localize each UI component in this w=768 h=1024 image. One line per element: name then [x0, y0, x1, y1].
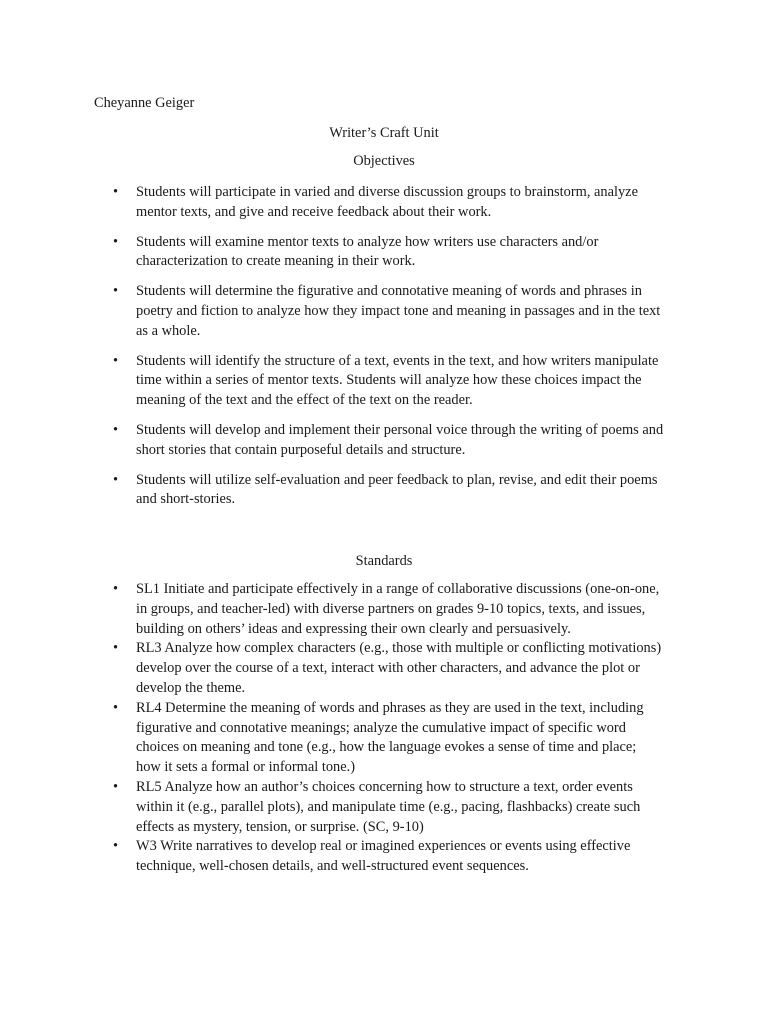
- objective-item: • Students will examine mentor texts to analyze how writers use characters and/or characterization to create meaning in their work.: [0, 233, 664, 273]
- objective-item: • Students will utilize self-evaluation and peer feedback to plan, revise, and edit their poems and short-stories.: [0, 471, 664, 511]
- standard-item: • RL4 Determine the meaning of words and phrases as they are used in the text, including figurative and connotative meanings; analyze the cumulative impact of specific word choices on meaning and tone (e.g., how the language evokes a sense of time and place; how it sets a formal or informal tone.): [0, 699, 664, 778]
- objective-item: • Students will participate in varied and diverse discussion groups to brainstorm, analyze mentor texts, and give and receive feedback about their work.: [0, 183, 664, 223]
- standard-item: • SL1 Initiate and participate effectively in a range of collaborative discussions (one-on-one, in groups, and teacher-led) with diverse partners on grades 9-10 topics, texts, and issues, building on others’ ideas and expressing their own clearly and persuasively.: [0, 580, 671, 639]
- objective-item: • Students will determine the figurative and connotative meaning of words and phrases in poetry and fiction to analyze how they impact tone and meaning in passages and in the text as a whole.: [0, 282, 664, 341]
- author-name: Cheyanne Geiger: [94, 95, 195, 111]
- standards-list: [0, 580, 768, 877]
- objective-item: • Students will develop and implement their personal voice through the writing of poems and short stories that contain purposeful details and structure.: [0, 421, 664, 461]
- standard-item: • W3 Write narratives to develop real or imagined experiences or events using effective technique, well-chosen details, and well-structured event sequences.: [0, 837, 664, 877]
- unit-title: Writer’s Craft Unit: [329, 125, 439, 141]
- standard-item: • RL5 Analyze how an author’s choices concerning how to structure a text, order events within it (e.g., parallel plots), and manipulate time (e.g., pacing, flashbacks) create such effects as mystery, tension, or surprise. (SC, 9-10): [0, 778, 664, 837]
- standards-heading: Standards: [355, 553, 413, 569]
- standard-item: • RL3 Analyze how complex characters (e.g., those with multiple or conflicting motivations) develop over the course of a text, interact with other characters, and advance the plot or develop the theme.: [0, 639, 671, 698]
- objective-item: • Students will identify the structure of a text, events in the text, and how writers manipulate time within a series of mentor texts. Students will analyze how these choices impact the meaning of the text and the effect of the text on the reader.: [0, 352, 664, 411]
- objectives-list: [0, 183, 768, 520]
- objectives-heading: Objectives: [353, 153, 415, 169]
